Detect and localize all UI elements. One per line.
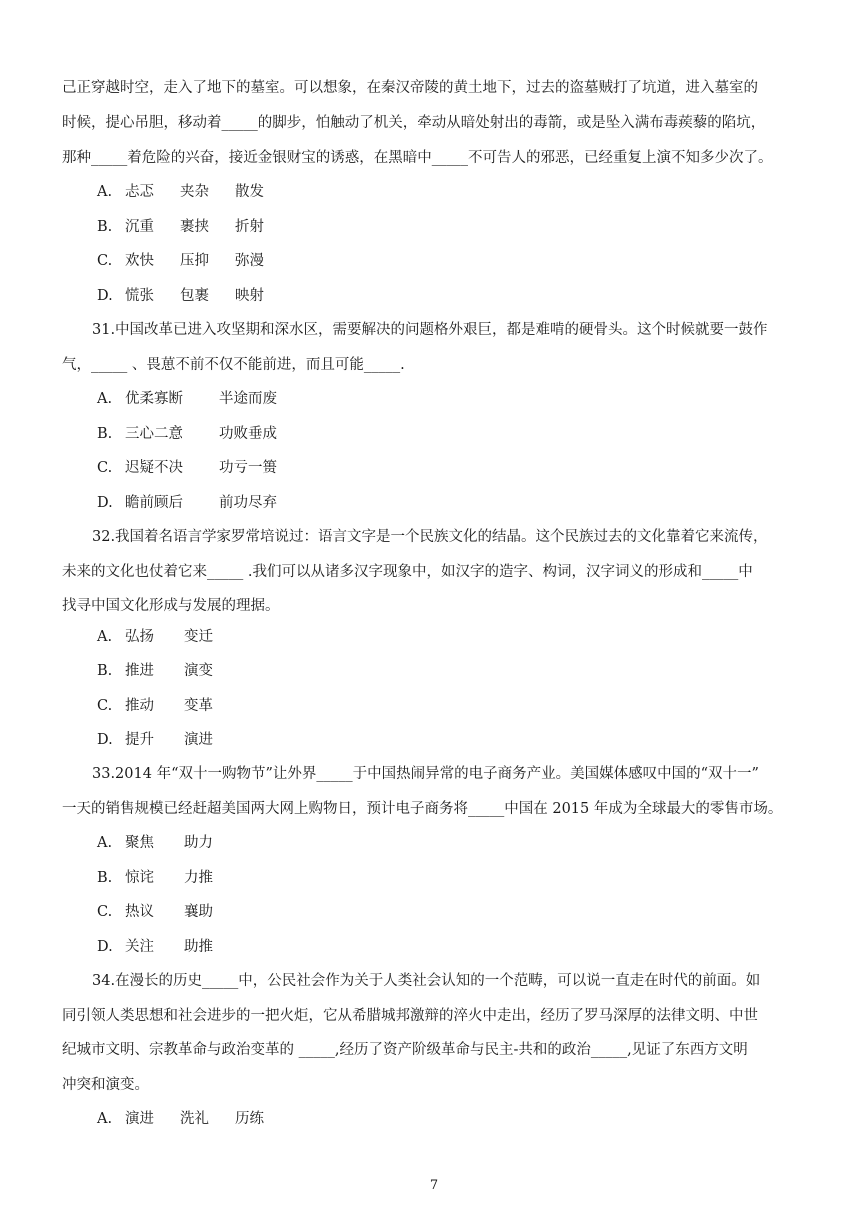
option-word: 热议: [125, 904, 154, 920]
option-word: 弘扬: [125, 629, 154, 645]
question-line: 34.在漫长的历史_____中，公民社会作为关于人类社会认知的一个范畴，可以说一直走在时代的前面。如: [92, 973, 761, 989]
option-line: [97, 868, 213, 888]
option-word: 推进: [125, 663, 154, 679]
option-word: 功亏一篑: [219, 460, 277, 476]
option-word: 欢快: [125, 253, 154, 269]
paragraph-line: 找寻中国文化形成与发展的理据。: [62, 598, 280, 614]
option-line: [97, 730, 213, 750]
option-word: 映射: [235, 288, 264, 304]
option-word: 惊诧: [125, 870, 154, 886]
option-word: 三心二意: [125, 426, 183, 442]
option-letter: A.: [97, 629, 113, 645]
option-word: 沉重: [125, 219, 154, 235]
option-word: 演变: [184, 663, 213, 679]
option-line: [97, 286, 264, 306]
option-line: [97, 1109, 264, 1129]
option-word: 关注: [125, 939, 154, 955]
question-line: 33.2014 年“双十一购物节”让外界_____于中国热闹异常的电子商务产业。美国媒体感叹中国的“双十一”: [92, 766, 759, 782]
option-word: 推动: [125, 698, 154, 714]
option-word: 散发: [235, 184, 264, 200]
paragraph-line: 那种_____着危险的兴奋，接近金银财宝的诱惑，在黑暗中_____不可告人的邪恶，已经重复上演不知多少次了。: [62, 150, 773, 166]
option-word: 洗礼: [180, 1111, 209, 1127]
paragraph-line: 同引领人类思想和社会进步的一把火炬，它从希腊城邦激辩的淬火中走出，经历了罗马深厚的法律文明、中世: [62, 1008, 758, 1024]
option-word: 前功尽弃: [219, 495, 277, 511]
option-word: 优柔寡断: [125, 391, 183, 407]
paragraph-line: 气，_____ 、畏葸不前不仅不能前进，而且可能_____.: [62, 357, 405, 373]
option-line: [97, 696, 213, 716]
option-line: [97, 627, 213, 647]
option-word: 迟疑不决: [125, 460, 183, 476]
option-letter: C.: [97, 253, 113, 269]
option-word: 变迁: [184, 629, 213, 645]
option-word: 折射: [235, 219, 264, 235]
option-word: 演进: [184, 732, 213, 748]
option-letter: B.: [97, 426, 113, 442]
option-letter: A.: [97, 835, 113, 851]
option-line: [97, 833, 213, 853]
option-letter: D.: [97, 495, 113, 511]
option-line: [97, 937, 213, 957]
option-word: 夹杂: [180, 184, 209, 200]
paragraph-line: 己正穿越时空，走入了地下的墓室。可以想象，在秦汉帝陵的黄土地下，过去的盗墓贼打了坑道，进入墓室的: [62, 80, 758, 96]
option-letter: C.: [97, 698, 113, 714]
option-line: [97, 424, 277, 444]
option-letter: A.: [97, 1111, 113, 1127]
option-line: [97, 389, 277, 409]
option-letter: B.: [97, 663, 113, 679]
option-line: [97, 217, 264, 237]
option-letter: B.: [97, 219, 113, 235]
paragraph-line: 未来的文化也仗着它来_____ .我们可以从诸多汉字现象中，如汉字的造字、构词，汉字词义的形成和_____中: [62, 564, 753, 580]
paragraph-line: 一天的销售规模已经赶超美国两大网上购物日，预计电子商务将_____中国在 2015 年成为全球最大的零售市场。: [62, 801, 783, 817]
option-word: 襄助: [184, 904, 213, 920]
option-word: 忐忑: [125, 184, 154, 200]
option-letter: D.: [97, 939, 113, 955]
option-word: 压抑: [180, 253, 209, 269]
option-word: 演进: [125, 1111, 154, 1127]
option-word: 半途而废: [219, 391, 277, 407]
option-letter: C.: [97, 460, 113, 476]
question-line: 32.我国着名语言学家罗常培说过：语言文字是一个民族文化的结晶。这个民族过去的文化靠着它来流传，: [92, 529, 768, 545]
option-word: 变革: [184, 698, 213, 714]
option-letter: A.: [97, 391, 113, 407]
option-word: 力推: [184, 870, 213, 886]
option-line: [97, 458, 277, 478]
option-line: [97, 902, 213, 922]
option-word: 提升: [125, 732, 154, 748]
option-word: 助推: [184, 939, 213, 955]
option-word: 弥漫: [235, 253, 264, 269]
option-word: 历练: [235, 1111, 264, 1127]
option-letter: B.: [97, 870, 113, 886]
option-letter: A.: [97, 184, 113, 200]
option-line: [97, 493, 277, 513]
option-word: 功败垂成: [219, 426, 277, 442]
option-letter: D.: [97, 288, 113, 304]
option-word: 聚焦: [125, 835, 154, 851]
option-word: 慌张: [125, 288, 154, 304]
option-line: [97, 661, 213, 681]
option-word: 瞻前顾后: [125, 495, 183, 511]
option-word: 包裹: [180, 288, 209, 304]
question-line: 31.中国改革已进入攻坚期和深水区，需要解决的问题格外艰巨，都是难啃的硬骨头。这个时候就要一鼓作: [92, 322, 768, 338]
page-number: 7: [429, 1178, 439, 1193]
option-letter: C.: [97, 904, 113, 920]
option-letter: D.: [97, 732, 113, 748]
option-line: [97, 182, 264, 202]
paragraph-line: 冲突和演变。: [62, 1077, 149, 1093]
paragraph-line: 纪城市文明、宗教革命与政治变革的 _____,经历了资产阶级革命与民主-共和的政治_____,见证了东西方文明: [62, 1042, 748, 1058]
option-word: 裹挟: [180, 219, 209, 235]
option-word: 助力: [184, 835, 213, 851]
paragraph-line: 时候，提心吊胆，移动着_____的脚步，怕触动了机关，牵动从暗处射出的毒箭，或是坠入满布毒蒺藜的陷坑，: [62, 115, 766, 131]
option-line: [97, 251, 264, 271]
